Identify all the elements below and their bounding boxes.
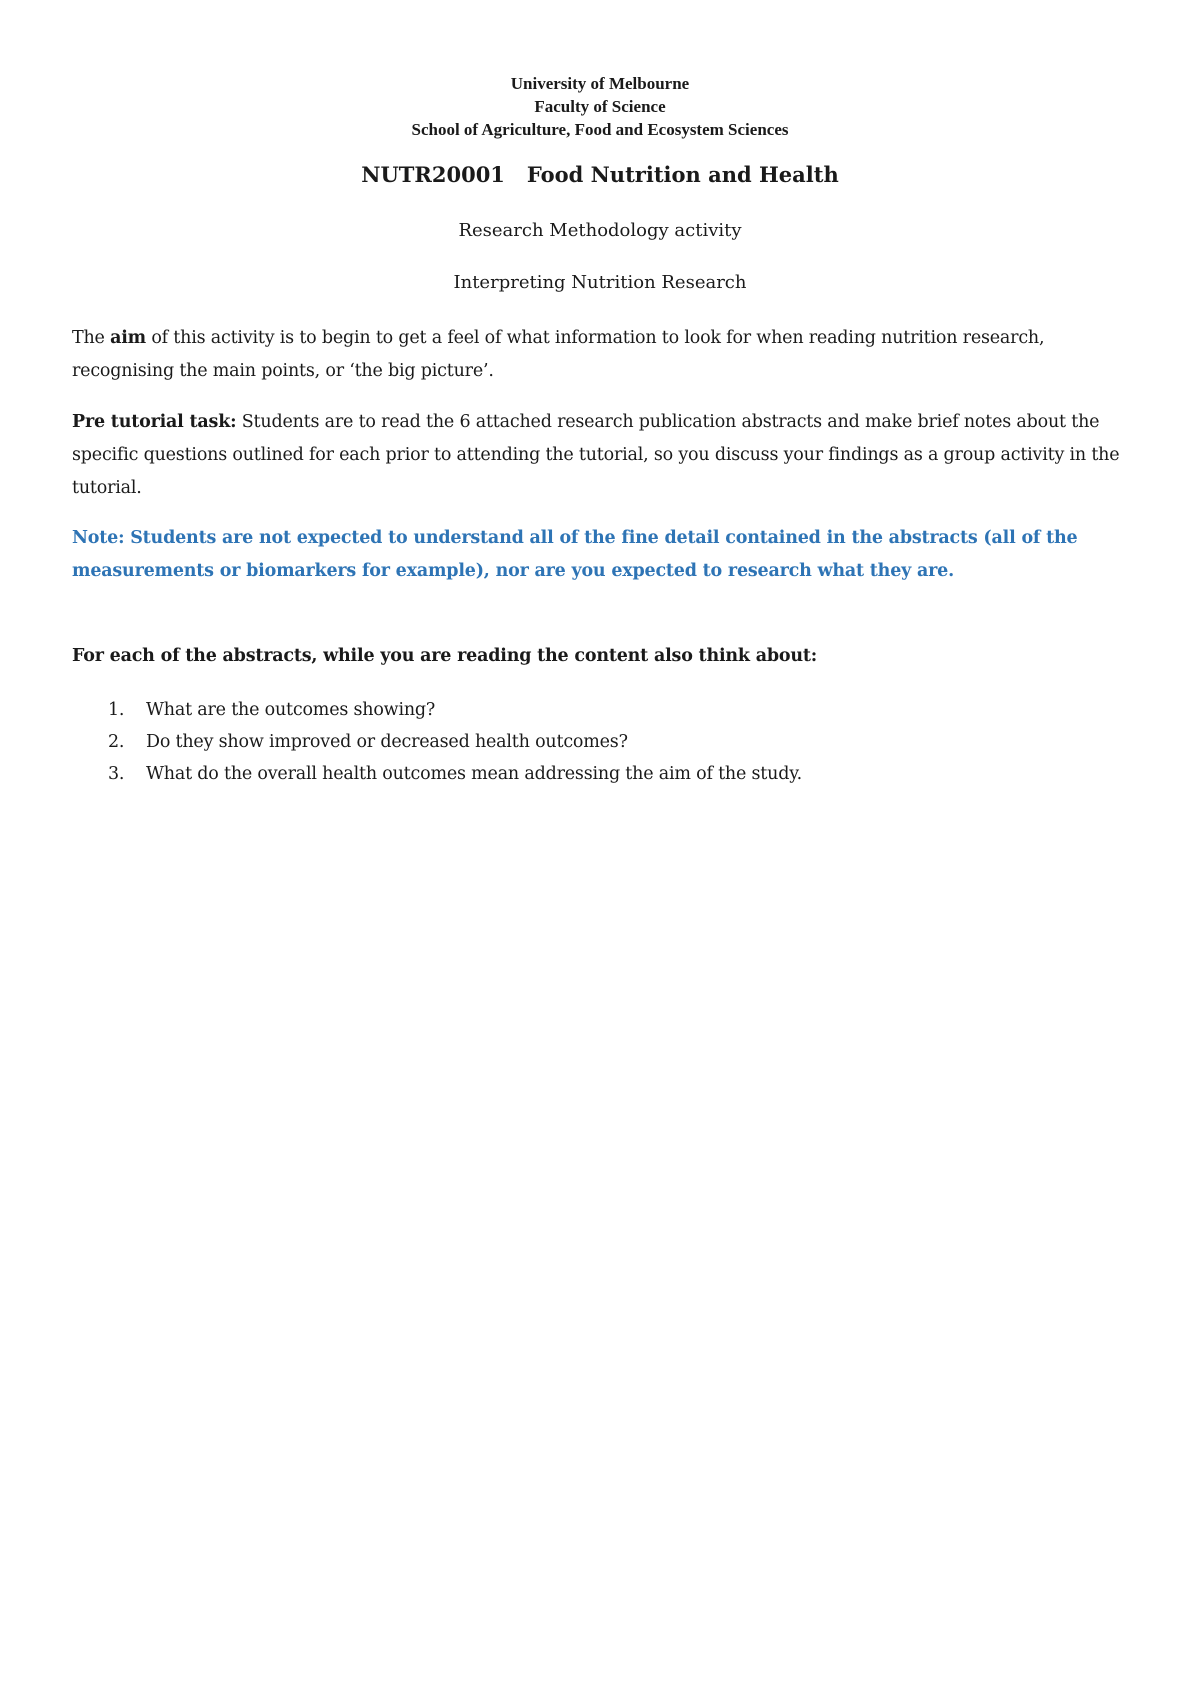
task-paragraph	[72, 406, 1142, 505]
aim-keyword: aim	[110, 328, 146, 348]
school-name: School of Agriculture, Food and Ecosystem Sciences	[411, 120, 789, 139]
university-name: University of Melbourne	[510, 74, 690, 93]
note-paragraph: Note: Students are not expected to understand all of the fine detail contained in the abstracts (all of the measurements or biomarkers for example), nor are you expected to research what they are.	[72, 528, 1078, 581]
faculty-name: Faculty of Science	[534, 97, 666, 116]
task-label: Pre tutorial task:	[72, 412, 237, 432]
activity-subtitle: Interpreting Nutrition Research	[453, 272, 747, 293]
list-item	[108, 694, 802, 726]
course-title: NUTR20001 Food Nutrition and Health	[361, 162, 839, 187]
activity-title: Research Methodology activity	[458, 220, 742, 241]
list-text: What are the outcomes showing?	[146, 700, 436, 720]
list-number: 3.	[108, 764, 125, 784]
list-text: What do the overall health outcomes mean addressing the aim of the study.	[146, 764, 802, 784]
think-heading: For each of the abstracts, while you are reading the content also think about:	[72, 646, 818, 666]
list-item	[108, 726, 802, 758]
aim-prefix: The	[72, 328, 111, 348]
question-list	[108, 694, 802, 790]
task-text: Students are to read the 6 attached research publication abstracts and make brief notes about the specific questions outlined for each prior to attending the tutorial, so you discuss your findings as a group activity in the tutorial.	[72, 412, 1120, 498]
list-number: 1.	[108, 700, 125, 720]
aim-text: of this activity is to begin to get a feel of what information to look for when reading nutrition research, recognising the main points, or ‘the big picture’.	[72, 328, 1045, 381]
list-text: Do they show improved or decreased health outcomes?	[146, 732, 628, 752]
document-header	[0, 72, 1200, 141]
list-item	[108, 758, 802, 790]
list-number: 2.	[108, 732, 125, 752]
aim-paragraph	[72, 322, 1142, 388]
